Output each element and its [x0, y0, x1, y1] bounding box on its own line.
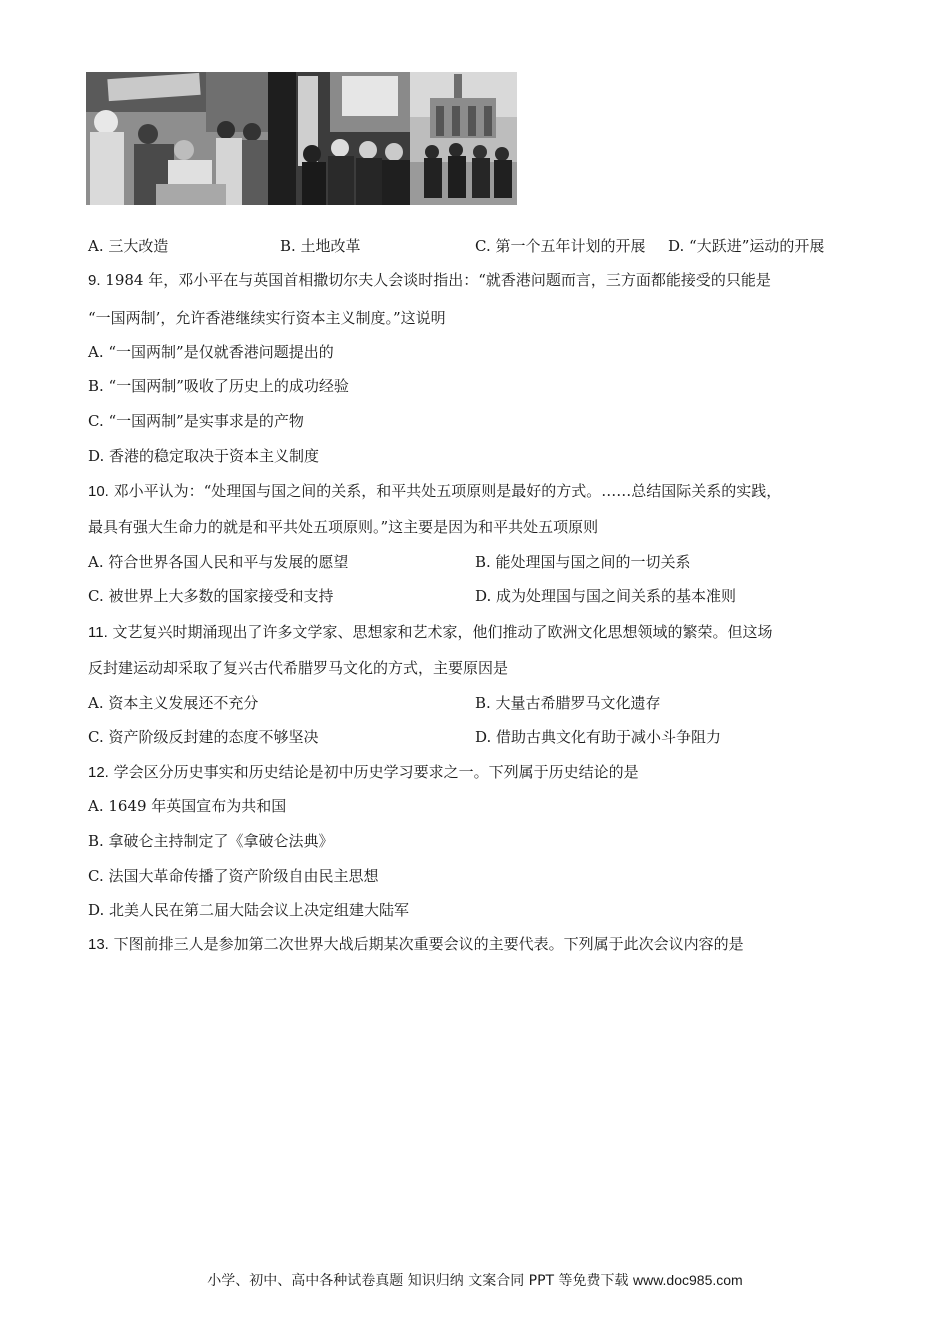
- q11-stem-line-1: [88, 622, 773, 643]
- q11-stem-line-2: 反封建运动却采取了复兴古代希腊罗马文化的方式，主要原因是: [88, 659, 509, 677]
- q10-option-d: D. 成为处理国与国之间关系的基本准则: [475, 587, 737, 605]
- q13-number: 13.: [88, 936, 109, 953]
- q9-stem-text-1: 1984 年，邓小平在与英国首相撒切尔夫人会谈时指出：“就香港问题而言，三方面都能接受的只能是: [100, 271, 771, 289]
- q9-option-b: B. “一国两制”吸收了历史上的成功经验: [88, 377, 349, 395]
- q11-option-d: D. 借助古典文化有助于减小斗争阻力: [475, 728, 722, 746]
- q8-option-c: C. 第一个五年计划的开展: [475, 237, 646, 255]
- q9-stem-line-2: “一国两制’，允许香港继续实行资本主义制度。”这说明: [88, 309, 446, 327]
- q12-number: 12.: [88, 764, 109, 781]
- q13-stem-text-1: 下图前排三人是参加第二次世界大战后期某次重要会议的主要代表。下列属于此次会议内容的是: [108, 935, 744, 953]
- q10-stem-line-1: [88, 481, 781, 502]
- q13-stem-line-1: [88, 934, 744, 955]
- q11-stem-text-1: 文艺复兴时期涌现出了许多文学家、思想家和艺术家，他们推动了欧洲文化思想领域的繁荣。但这场: [107, 623, 773, 641]
- footer-url[interactable]: www.doc985.com: [632, 1272, 743, 1288]
- q10-stem-line-2: 最具有强大生命力的就是和平共处五项原则。”这主要是因为和平共处五项原则: [88, 518, 599, 536]
- q9-option-d: D. 香港的稳定取决于资本主义制度: [88, 447, 320, 465]
- q9-option-c: C. “一国两制”是实事求是的产物: [88, 412, 304, 430]
- q8-option-a: A. 三大改造: [88, 237, 169, 255]
- q9-option-a: A. “一国两制”是仅就香港问题提出的: [88, 343, 334, 361]
- q12-stem-line-1: [88, 762, 639, 783]
- q12-option-d: D. 北美人民在第二届大陆会议上决定组建大陆军: [88, 901, 410, 919]
- q11-option-c: C. 资产阶级反封建的态度不够坚决: [88, 728, 319, 746]
- q8-option-d: D. “大跃进”运动的开展: [668, 237, 825, 255]
- photo-street-parade: [268, 72, 410, 205]
- q10-stem-text-1: 邓小平认为：“处理国与国之间的关系，和平共处五项原则是最好的方式。……总结国际关系的实践，: [108, 482, 782, 500]
- q12-option-b: B. 拿破仑主持制定了《拿破仑法典》: [88, 832, 334, 850]
- q11-option-a: A. 资本主义发展还不充分: [88, 694, 259, 712]
- q11-number: 11.: [88, 624, 108, 641]
- q10-option-a: A. 符合世界各国人民和平与发展的愿望: [88, 553, 349, 571]
- page-footer: [0, 1270, 950, 1291]
- q12-stem-text-1: 学会区分历史事实和历史结论是初中历史学习要求之一。下列属于历史结论的是: [108, 763, 639, 781]
- q11-option-b: B. 大量古希腊罗马文化遗存: [475, 694, 661, 712]
- q10-option-b: B. 能处理国与国之间的一切关系: [475, 553, 691, 571]
- q8-option-b: B. 土地改革: [280, 237, 361, 255]
- q10-number: 10.: [88, 483, 109, 500]
- q12-option-c: C. 法国大革命传播了资产阶级自由民主思想: [88, 867, 379, 885]
- photo-exhibition-hall: [410, 72, 517, 205]
- q9-number: 9.: [88, 272, 101, 289]
- q9-stem-line-1: [88, 270, 771, 291]
- footer-text: 小学、初中、高中各种试卷真题 知识归纳 文案合同 PPT 等免费下载: [207, 1273, 633, 1289]
- q8-photo-strip: [86, 72, 517, 205]
- photo-crowd-registration: [86, 72, 268, 205]
- q10-option-c: C. 被世界上大多数的国家接受和支持: [88, 587, 334, 605]
- q12-option-a: A. 1649 年英国宣布为共和国: [88, 797, 287, 815]
